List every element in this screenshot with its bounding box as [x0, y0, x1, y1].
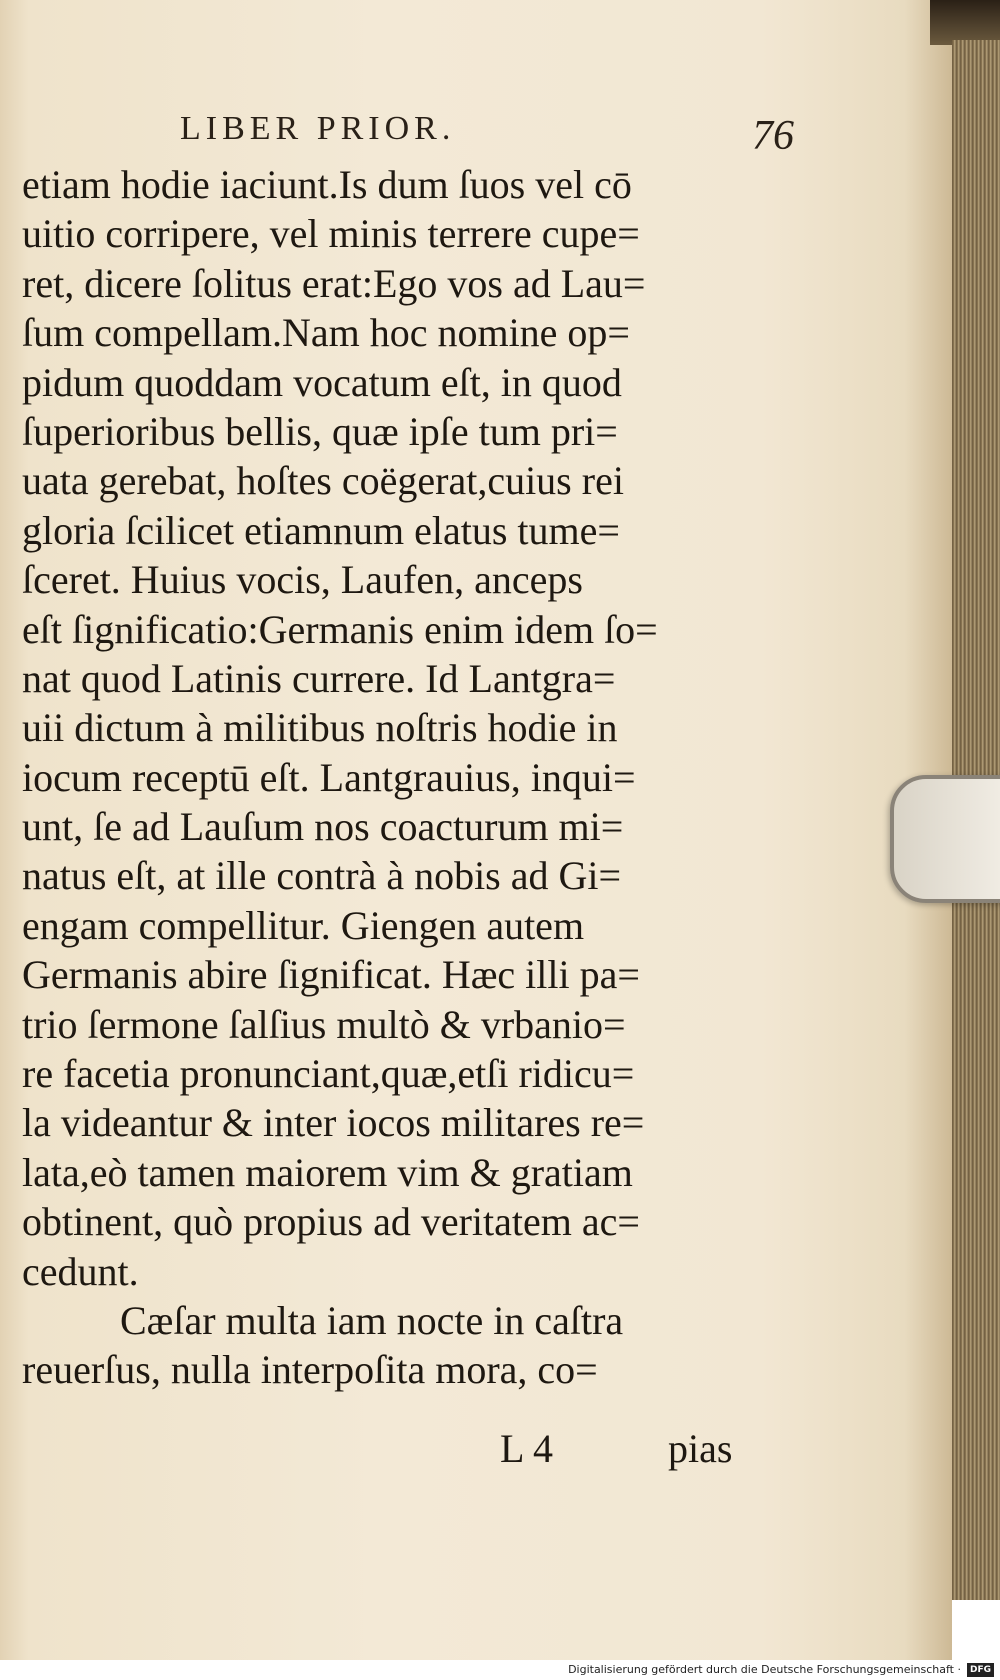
text-line: ſceret. Huius vocis, Laufen, anceps: [22, 557, 583, 603]
text-line: uata gerebat, hoſtes coëgerat,cuius rei: [22, 458, 624, 504]
text-line: Germanis abire ſignificat. Hæc illi pa=: [22, 952, 640, 998]
text-line: lata,eò tamen maiorem vim & gratiam: [22, 1149, 633, 1195]
text-line: reuerſus, nulla interpoſita mora, co=: [22, 1347, 598, 1393]
text-line: obtinent, quò propius ad veritatem ac=: [22, 1199, 640, 1245]
text-line: cedunt.: [22, 1248, 139, 1294]
text-line: ret, dicere ſolitus erat:Ego vos ad Lau=: [22, 260, 646, 306]
text-line: iocum receptū eſt. Lantgrauius, inqui=: [22, 754, 636, 800]
catchword: pias: [668, 1426, 733, 1471]
signature-mark: L 4: [500, 1426, 553, 1471]
text-line: ſum compellam.Nam hoc nomine op=: [22, 310, 630, 356]
credit-text: Digitalisierung gefördert durch die Deutsche Forschungsgemeinschaft ·: [568, 1663, 961, 1676]
page-clip: [890, 775, 1000, 903]
text-line: pidum quoddam vocatum eſt, in quod: [22, 359, 622, 405]
credit-bar: [0, 1660, 1000, 1680]
text-line: re facetia pronunciant,quæ,etſi ridicu=: [22, 1051, 635, 1097]
text-line: ſuperioribus bellis, quæ ipſe tum pri=: [22, 408, 618, 454]
page-number: 76: [752, 113, 794, 159]
running-title: LIBER PRIOR.: [180, 110, 456, 147]
text-line: la videantur & inter iocos militares re=: [22, 1100, 645, 1146]
text-line: Cæſar multa iam nocte in caſtra: [120, 1297, 624, 1343]
text-line: unt, ſe ad Lauſum nos coacturum mi=: [22, 804, 624, 850]
body-text: [22, 160, 742, 1395]
text-line: uitio corripere, vel minis terrere cupe=: [22, 211, 640, 257]
text-line: etiam hodie iaciunt.Is dum ſuos vel cō: [22, 162, 632, 207]
text-line: trio ſermone ſalſius multò & vrbanio=: [22, 1001, 626, 1047]
text-line: nat quod Latinis currere. Id Lantgra=: [22, 655, 616, 701]
dfg-logo-icon: DFG: [967, 1663, 994, 1677]
text-line: uii dictum à militibus noſtris hodie in: [22, 705, 618, 751]
book-edge-top: [930, 0, 1000, 45]
text-line: eſt ſignificatio:Germanis enim idem ſo=: [22, 606, 658, 652]
text-line: gloria ſcilicet etiamnum elatus tume=: [22, 507, 620, 553]
text-line: natus eſt, at ille contrà à nobis ad Gi=: [22, 853, 622, 899]
text-line: engam compellitur. Giengen autem: [22, 902, 585, 948]
